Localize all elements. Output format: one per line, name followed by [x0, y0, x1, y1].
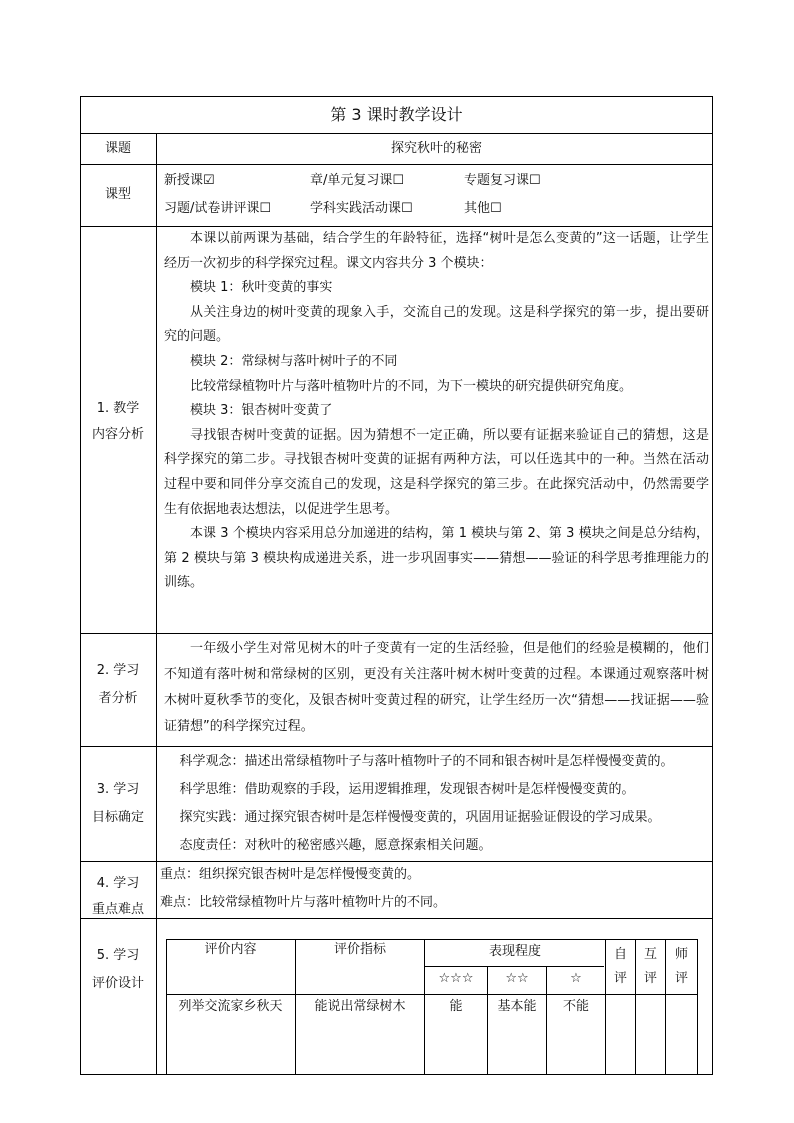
eval-row-level1: 能 [449, 999, 463, 1014]
row-divider [80, 746, 713, 747]
key-point: 重点：组织探究银杏树叶是怎样慢慢变黄的。 [160, 867, 421, 882]
eval-row-level2: 基本能 [497, 999, 537, 1014]
eval-header-self: 自 评 [613, 947, 627, 986]
eval-header-teacher: 师 评 [674, 947, 688, 986]
lesson-type-option: 其他☐ [464, 201, 502, 216]
paragraph: 一年级小学生对常见树木的叶子变黄有一定的生活经验，但是他们的经验是模糊的，他们不知道有落叶树和常绿树的区别，更没有关注落叶树木树叶变黄的过程。本课通过观察落叶树木树叶夏秋季节的变化，及银杏树叶变黄过程的研究，让学生经历一次“猜想——找证据——验证猜想”的科学探究过程。 [164, 641, 709, 734]
paragraph: 态度责任：对秋叶的秘密感兴趣，愿意探索相关问题。 [179, 838, 492, 853]
paragraph: 寻找银杏树叶变黄的证据。因为猜想不一定正确，所以要有证据来验证自己的猜想，这是科学探究的第二步。寻找银杏树叶变黄的证据有两种方法，可以任选其中的一种。当然在活动过程中要和同伴分享交流自己的发现，这是科学探究的第三步。在此探究活动中，仍然需要学生有依据地表达想法，以促进学生思考。 [164, 427, 709, 517]
paragraph: 模块 3：银杏树叶变黄了 [190, 403, 333, 419]
paragraph: 模块 2：常绿树与落叶树叶子的不同 [190, 353, 398, 369]
section4-content [160, 861, 705, 917]
lesson-design-document [80, 96, 713, 1075]
section4-label: 4. 学习 重点难点 [91, 876, 144, 917]
paragraph: 科学思维：借助观察的手段，运用逻辑推理，发现银杏树叶是怎样慢慢变黄的。 [179, 782, 635, 797]
eval-row-indicator: 能说出常绿树木 [314, 999, 406, 1014]
paragraph: 从关注身边的树叶变黄的现象入手，交流自己的发现。这是科学探究的第一步，提出要研究的问题。 [164, 304, 709, 345]
level-two-stars: ☆☆ [505, 971, 529, 986]
evaluation-table [166, 939, 706, 1075]
lesson-type-option: 新授课☑ [164, 173, 215, 188]
course-label: 课题 [104, 141, 131, 156]
eval-border [166, 994, 697, 995]
paragraph: 模块 1：秋叶变黄的事实 [190, 280, 333, 296]
section1-content [164, 227, 709, 627]
paragraph: 科学观念：描述出常绿植物叶子与落叶植物叶子的不同和银杏树叶是怎样慢慢变黄的。 [179, 754, 674, 769]
eval-border [166, 939, 698, 940]
section1-label: 1. 教学 内容分析 [91, 401, 144, 442]
eval-header-content: 评价内容 [204, 942, 257, 957]
paragraph: 本课以前两课为基础，结合学生的年龄特征，选择“树叶是怎么变黄的”这一话题，让学生经历一次初步的科学探究过程。课文内容共分 3 个模块： [164, 231, 709, 271]
lesson-type-option: 习题/试卷讲评课☐ [164, 201, 272, 216]
eval-border [424, 966, 604, 967]
eval-header-performance: 表现程度 [488, 944, 541, 959]
level-three-stars: ☆☆☆ [438, 971, 474, 986]
paragraph: 探究实践：通过探究银杏树叶是怎样慢慢变黄的，巩固用证据验证假设的学习成果。 [179, 810, 661, 825]
lesson-type-options [164, 164, 709, 226]
document-title: 第 3 课时教学设计 [330, 105, 463, 124]
eval-row-level3: 不能 [562, 999, 589, 1014]
lesson-type-option: 专题复习课☐ [464, 173, 541, 188]
section3-label: 3. 学习 目标确定 [91, 782, 144, 825]
eval-border [697, 939, 698, 1075]
column-divider [156, 133, 157, 1075]
section3-content [160, 748, 710, 856]
paragraph: 比较常绿植物叶片与落叶植物叶片的不同，为下一模块的研究提供研究角度。 [190, 378, 633, 394]
eval-row-content: 列举交流家乡秋天 [178, 999, 283, 1014]
lesson-type-label: 课型 [104, 187, 131, 202]
level-one-star: ☆ [570, 971, 582, 986]
row-divider [80, 633, 713, 634]
section5-label: 5. 学习 评价设计 [91, 948, 144, 991]
lesson-type-option: 章/单元复习课☐ [310, 173, 405, 188]
course-title: 探究秋叶的秘密 [390, 141, 482, 156]
section2-label: 2. 学习 者分析 [96, 663, 140, 706]
difficult-point: 难点：比较常绿植物叶片与落叶植物叶片的不同。 [160, 895, 447, 910]
paragraph: 本课 3 个模块内容采用总分加递进的结构，第 1 模块与第 2、第 3 模块之间是总分结构，第 2 模块与第 3 模块构成递进关系，进一步巩固事实——猜想——验证的科学思考推理能力的训练。 [164, 526, 709, 591]
eval-header-peer: 互 评 [643, 947, 657, 986]
eval-header-indicator: 评价指标 [333, 942, 386, 957]
section2-content [164, 636, 709, 744]
lesson-type-option: 学科实践活动课☐ [310, 201, 413, 216]
row-divider [80, 918, 713, 919]
